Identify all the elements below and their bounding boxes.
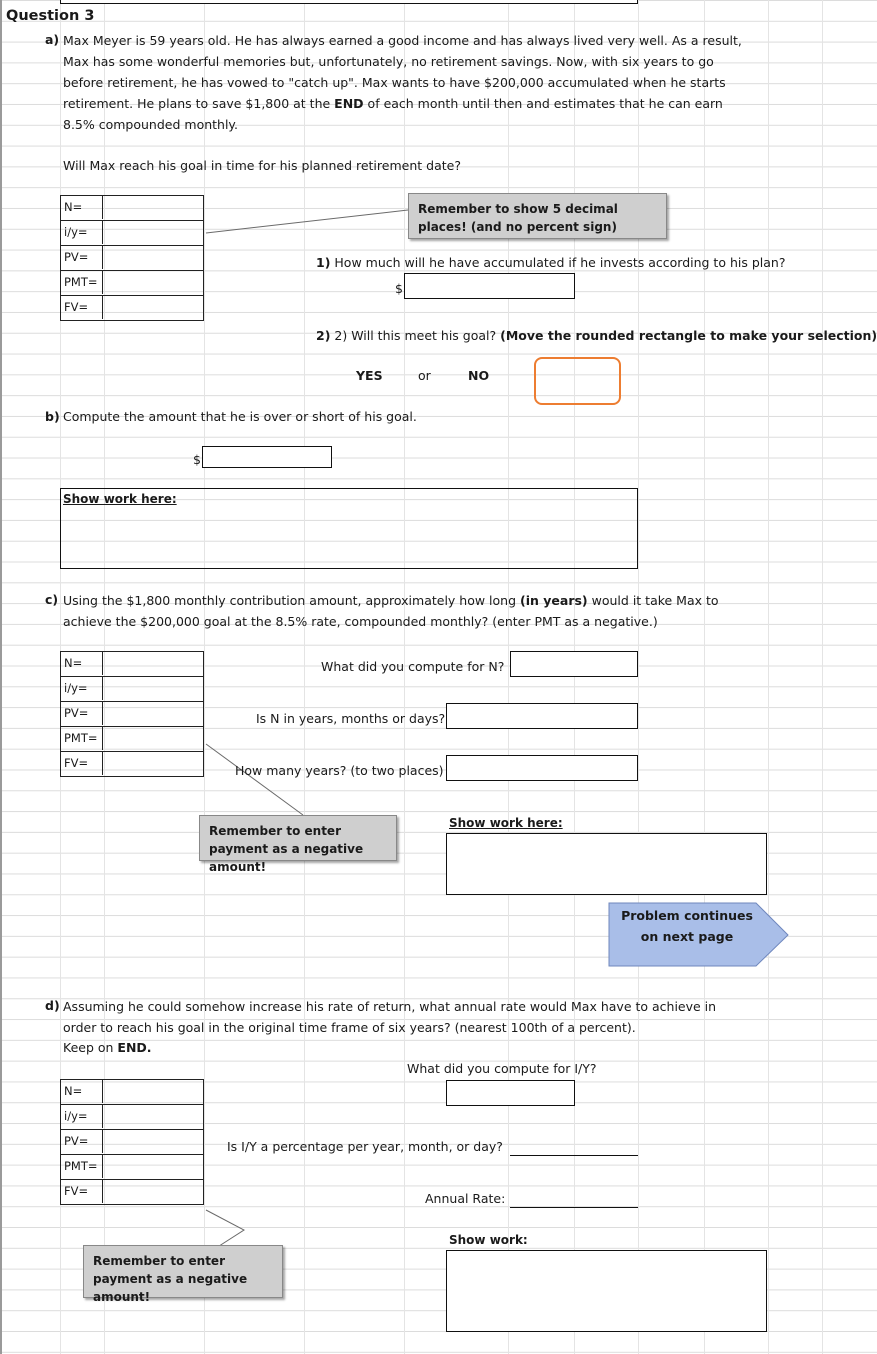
tvm-label-iy: i/y= bbox=[64, 681, 88, 695]
negative-payment-callout-c[interactable]: Remember to enter payment as a negative amount! bbox=[199, 815, 397, 861]
or-label: or bbox=[418, 368, 431, 383]
tvm-label-pmt: PMT= bbox=[64, 1159, 98, 1173]
question-title: Question 3 bbox=[6, 8, 95, 24]
part-b-letter: b) bbox=[45, 409, 60, 424]
tvm-label-pmt: PMT= bbox=[64, 275, 98, 289]
tvm-label-n: N= bbox=[64, 200, 83, 214]
iy-percentage-label: Is I/Y a percentage per year, month, or day? bbox=[227, 1139, 503, 1154]
tvm-grid-c bbox=[60, 651, 204, 777]
part-a-question: Will Max reach his goal in time for his planned retirement date? bbox=[63, 158, 461, 173]
dollar-sign-b: $ bbox=[193, 452, 201, 467]
tvm-a-n-input[interactable] bbox=[102, 195, 203, 219]
tvm-label-pv: PV= bbox=[64, 250, 89, 264]
tvm-d-pmt-input[interactable] bbox=[102, 1154, 203, 1178]
part-c-text: Using the $1,800 monthly contribution amount, approximately how long (in years) would it take Max to achieve the $200,000 goal at the 8.5% rate, compounded monthly? (enter PMT as a negative.) bbox=[63, 593, 719, 629]
tvm-d-pv-input[interactable] bbox=[102, 1129, 203, 1153]
tvm-label-iy: i/y= bbox=[64, 1109, 88, 1123]
tvm-label-iy: i/y= bbox=[64, 225, 88, 239]
negative-payment-callout-d[interactable]: Remember to enter payment as a negative amount! bbox=[83, 1245, 283, 1298]
part-c-letter: c) bbox=[45, 592, 59, 607]
tvm-a-fv-input[interactable] bbox=[102, 295, 203, 319]
dollar-sign: $ bbox=[395, 281, 403, 296]
question-2-label: 2) 2) Will this meet his goal? (Move the rounded rectangle to make your selection) bbox=[316, 328, 877, 343]
part-d-work-area[interactable] bbox=[446, 1250, 767, 1332]
how-many-years-input[interactable] bbox=[446, 755, 638, 781]
selection-rounded-rectangle[interactable] bbox=[534, 357, 621, 405]
compute-iy-label: What did you compute for I/Y? bbox=[407, 1061, 597, 1076]
part-b-work-area[interactable] bbox=[60, 488, 638, 569]
yes-option[interactable]: YES bbox=[356, 368, 383, 383]
tvm-d-n-input[interactable] bbox=[102, 1079, 203, 1103]
tvm-grid-d bbox=[60, 1079, 204, 1205]
keep-on-end: Keep on END. bbox=[63, 1040, 152, 1055]
tvm-label-n: N= bbox=[64, 656, 83, 670]
tvm-label-pv: PV= bbox=[64, 1134, 89, 1148]
no-option[interactable]: NO bbox=[468, 368, 490, 383]
tvm-grid-a bbox=[60, 195, 204, 321]
accumulated-amount-input[interactable] bbox=[404, 273, 575, 299]
n-unit-label: Is N in years, months or days? bbox=[256, 711, 446, 726]
part-d-show-work-label: Show work: bbox=[449, 1233, 528, 1247]
compute-n-label: What did you compute for N? bbox=[321, 659, 505, 674]
tvm-label-pmt: PMT= bbox=[64, 731, 98, 745]
part-b-text: Compute the amount that he is over or short of his goal. bbox=[63, 409, 417, 424]
part-b-show-work-label: Show work here: bbox=[63, 492, 177, 506]
part-c-work-area[interactable] bbox=[446, 833, 767, 895]
tvm-label-n: N= bbox=[64, 1084, 83, 1098]
prior-answer-box[interactable] bbox=[60, 0, 638, 4]
n-unit-input[interactable] bbox=[446, 703, 638, 729]
tvm-c-pv-input[interactable] bbox=[102, 701, 203, 725]
compute-iy-input[interactable] bbox=[446, 1080, 575, 1106]
part-d-letter: d) bbox=[45, 998, 60, 1013]
tvm-c-pmt-input[interactable] bbox=[102, 726, 203, 750]
tvm-c-iy-input[interactable] bbox=[102, 676, 203, 700]
tvm-label-pv: PV= bbox=[64, 706, 89, 720]
annual-rate-input[interactable] bbox=[510, 1207, 638, 1208]
question-1-label: 1) How much will he have accumulated if he invests according to his plan? bbox=[316, 255, 786, 270]
continues-next-page-text: Problem continues on next page bbox=[621, 908, 753, 944]
part-c-show-work-label: Show work here: bbox=[449, 816, 563, 830]
tvm-label-fv: FV= bbox=[64, 1184, 89, 1198]
part-d-text: Assuming he could somehow increase his rate of return, what annual rate would Max have to achieve in order to reach his goal in the original time frame of six years? (nearest 100th of a percent). bbox=[63, 999, 717, 1035]
tvm-c-n-input[interactable] bbox=[102, 651, 203, 675]
tvm-d-fv-input[interactable] bbox=[102, 1179, 203, 1203]
tvm-d-iy-input[interactable] bbox=[102, 1104, 203, 1128]
iy-percentage-input[interactable] bbox=[510, 1155, 638, 1156]
tvm-a-iy-input[interactable] bbox=[102, 220, 203, 244]
how-many-years-label: How many years? (to two places) bbox=[235, 763, 444, 778]
annual-rate-label: Annual Rate: bbox=[425, 1191, 506, 1206]
tvm-label-fv: FV= bbox=[64, 300, 89, 314]
decimal-places-callout[interactable]: Remember to show 5 decimal places! (and no percent sign) bbox=[408, 193, 667, 239]
over-short-amount-input[interactable] bbox=[202, 446, 332, 468]
tvm-c-fv-input[interactable] bbox=[102, 751, 203, 775]
tvm-a-pv-input[interactable] bbox=[102, 245, 203, 269]
part-a-text: Max Meyer is 59 years old. He has always earned a good income and has always lived very well. As a result, Max has some wonderful memories but, unfortunately, no retirement savings. Now, with six years to go before retirement, he has vowed to "catch up". Max wants to have $200,000 accumulated when he starts retirement. He plans to save $1,800 at the END of each month until then and estimates that he can earn 8.5% compounded monthly. bbox=[63, 33, 742, 132]
part-a-letter: a) bbox=[45, 32, 60, 47]
compute-n-input[interactable] bbox=[510, 651, 638, 677]
tvm-label-fv: FV= bbox=[64, 756, 89, 770]
tvm-a-pmt-input[interactable] bbox=[102, 270, 203, 294]
